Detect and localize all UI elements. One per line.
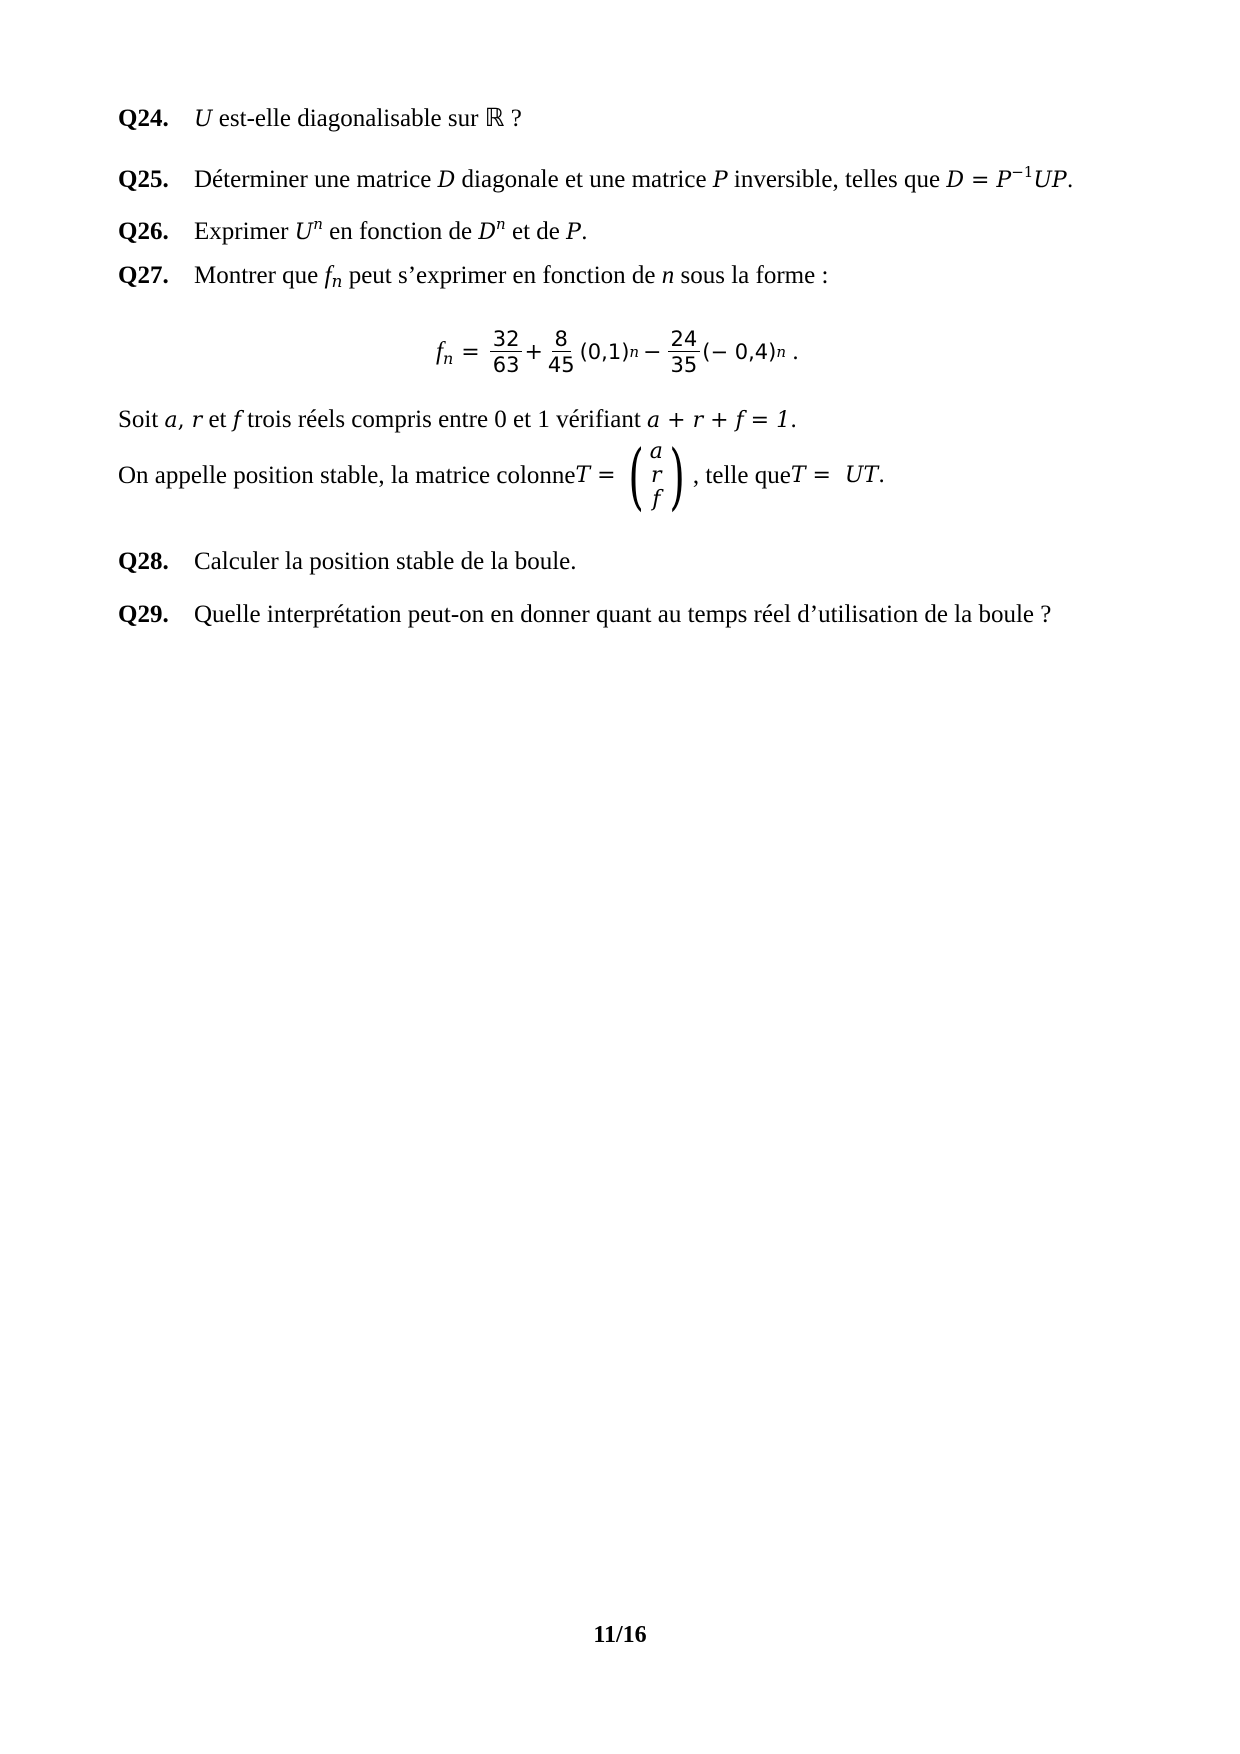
formula-term: (0,1) [579,340,630,364]
question-text: diagonale et une matrice [455,166,713,193]
formula-lhs: f [436,338,443,365]
paragraph-stable-position [118,436,885,516]
question-number: Q26. [118,218,169,245]
math-var: f [324,262,332,289]
question-text: inversible, telles que [727,166,947,193]
fraction-denominator: 45 [547,352,575,377]
page-number: 11/16 [593,1622,647,1648]
paragraph-text: trois réels compris entre 0 et 1 vérifiant [240,406,648,433]
vector-entry: r [651,463,662,488]
paragraph-text: et [202,406,233,433]
math-exponent: n [313,215,323,233]
math-var: P [566,220,581,245]
paragraph-text: , telle que [692,462,791,489]
vector-entries [650,440,663,512]
fraction [490,327,523,378]
paragraph-definition [118,405,797,436]
question-text: Exprimer [194,218,295,245]
math-var: P [712,168,728,193]
formula-exponent: n [776,343,786,361]
left-paren: ( [627,434,644,518]
question-text: est-elle diagonalisable sur ℝ ? [212,105,522,132]
math-expression: a + r + f = 1 [647,408,791,433]
vector-entry: f [652,487,661,512]
math-var: n [661,262,675,289]
punctuation: . [580,220,588,245]
question-number: Q27. [118,262,169,289]
question-q29 [118,600,1051,630]
fraction [545,327,578,378]
question-q28 [118,547,577,577]
question-q26 [118,209,588,248]
right-paren: ) [669,434,685,518]
math-var: a [164,408,178,433]
formula-lhs-sub: n [442,348,454,368]
math-expression: T = UT [790,463,879,488]
question-text: Montrer que [194,262,325,289]
math-var: D [437,168,456,193]
formula-plus: + [524,339,543,365]
formula-exponent: n [629,343,640,361]
question-text: Calculer la position stable de la boule. [194,548,577,575]
formula-equals: = [461,339,480,365]
math-var: r [191,408,203,433]
question-number: Q29. [118,601,169,628]
fraction-numerator: 32 [490,327,523,352]
question-number: Q28. [118,548,169,575]
fraction [668,327,701,378]
math-var: D [478,220,497,245]
question-text: Quelle interprétation peut-on en donner quant au temps réel d’utilisation de la boule ? [194,601,1052,628]
math-exponent: −1 [1011,163,1034,181]
math-expression: UP [1033,168,1067,193]
fraction-numerator: 8 [552,327,571,352]
math-var: U [294,220,314,245]
formula-term: (− 0,4) [702,340,777,364]
punctuation: . [1066,168,1074,193]
question-number: Q24. [118,105,169,132]
punctuation: . [878,463,886,488]
question-text: sous la forme : [674,262,829,289]
math-subscript: n [331,272,343,292]
math-exponent: n [496,215,506,233]
column-vector [622,434,691,518]
paragraph-text: On appelle position stable, la matrice colonne [118,462,576,489]
fraction-denominator: 63 [492,352,520,377]
question-q24 [118,104,522,135]
question-q25 [118,157,1074,196]
question-text: et de [505,218,567,245]
math-var: U [194,107,213,132]
fraction-numerator: 24 [668,327,701,352]
fraction-denominator: 35 [670,352,698,377]
question-text: peut s’exprimer en fonction de [342,262,662,289]
formula-end: . [791,339,799,365]
math-var: f [232,408,241,433]
math-expression: D = P [946,168,1012,193]
question-q27 [118,261,828,297]
math-expression: T = [575,463,616,488]
vector-entry: a [649,439,663,464]
formula-fn [436,322,799,382]
paragraph-text: Soit [118,406,165,433]
formula-minus: − [643,339,662,365]
question-text: Déterminer une matrice [194,166,438,193]
question-number: Q25. [118,166,169,193]
punctuation: . [790,408,798,433]
question-text: en fonction de [322,218,479,245]
punctuation: , [177,408,192,433]
